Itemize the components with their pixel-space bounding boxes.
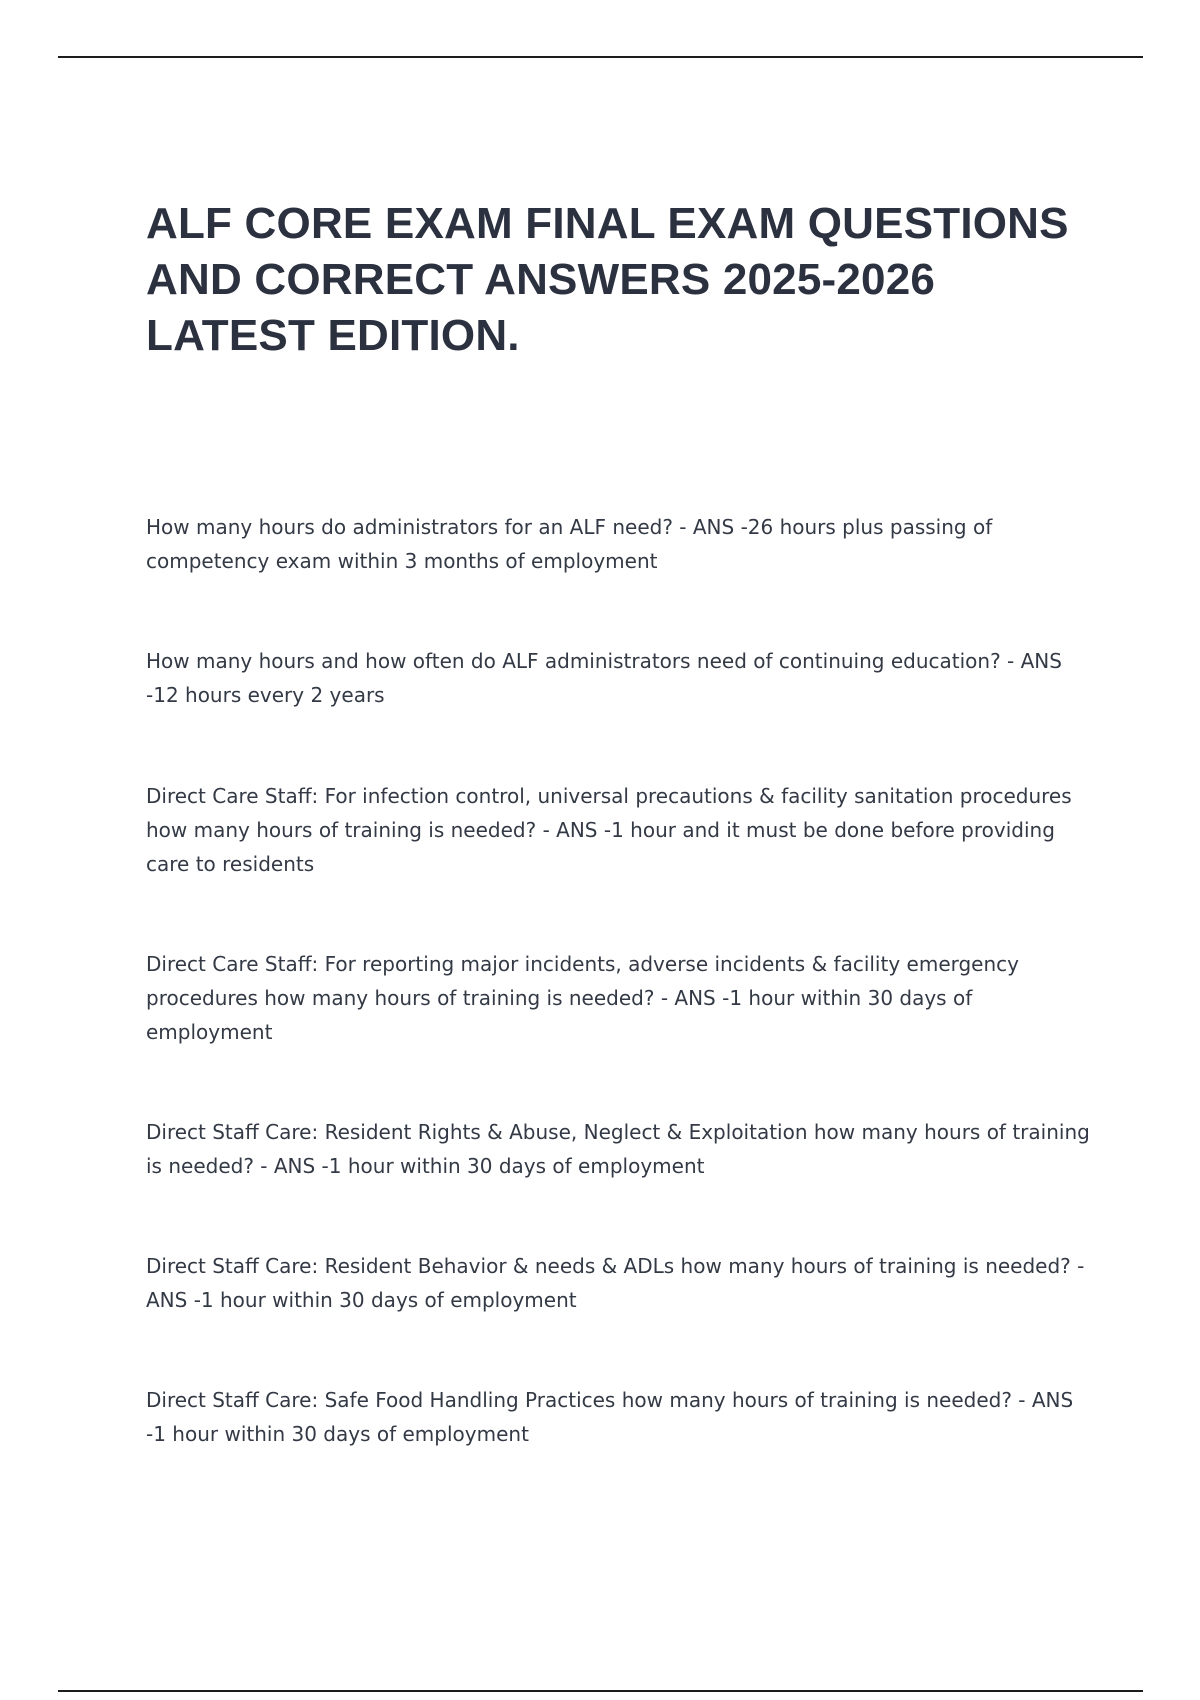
qa-item: How many hours and how often do ALF administrators need of continuing education? - ANS -12 hours every 2 years <box>146 649 1062 707</box>
bottom-divider <box>58 1690 1143 1692</box>
qa-item: Direct Care Staff: For reporting major incidents, adverse incidents & facility emergency procedures how many hours of training is needed? - ANS -1 hour within 30 days of employment <box>146 952 1019 1044</box>
document-title: ALF CORE EXAM FINAL EXAM QUESTIONS AND CORRECT ANSWERS 2025-2026 LATEST EDITION. <box>146 199 1069 360</box>
qa-item: Direct Staff Care: Resident Behavior & needs & ADLs how many hours of training is needed? - ANS -1 hour within 30 days of employment <box>146 1254 1085 1312</box>
qa-item: Direct Care Staff: For infection control, universal precautions & facility sanitation procedures how many hours of training is needed? - ANS -1 hour and it must be done before providing care to residents <box>146 784 1072 876</box>
qa-item: How many hours do administrators for an ALF need? - ANS -26 hours plus passing of competency exam within 3 months of employment <box>146 515 993 573</box>
top-divider <box>58 56 1143 58</box>
qa-item: Direct Staff Care: Safe Food Handling Practices how many hours of training is needed? - ANS -1 hour within 30 days of employment <box>146 1388 1074 1446</box>
qa-item: Direct Staff Care: Resident Rights & Abuse, Neglect & Exploitation how many hours of training is needed? - ANS -1 hour within 30 days of employment <box>146 1120 1090 1178</box>
